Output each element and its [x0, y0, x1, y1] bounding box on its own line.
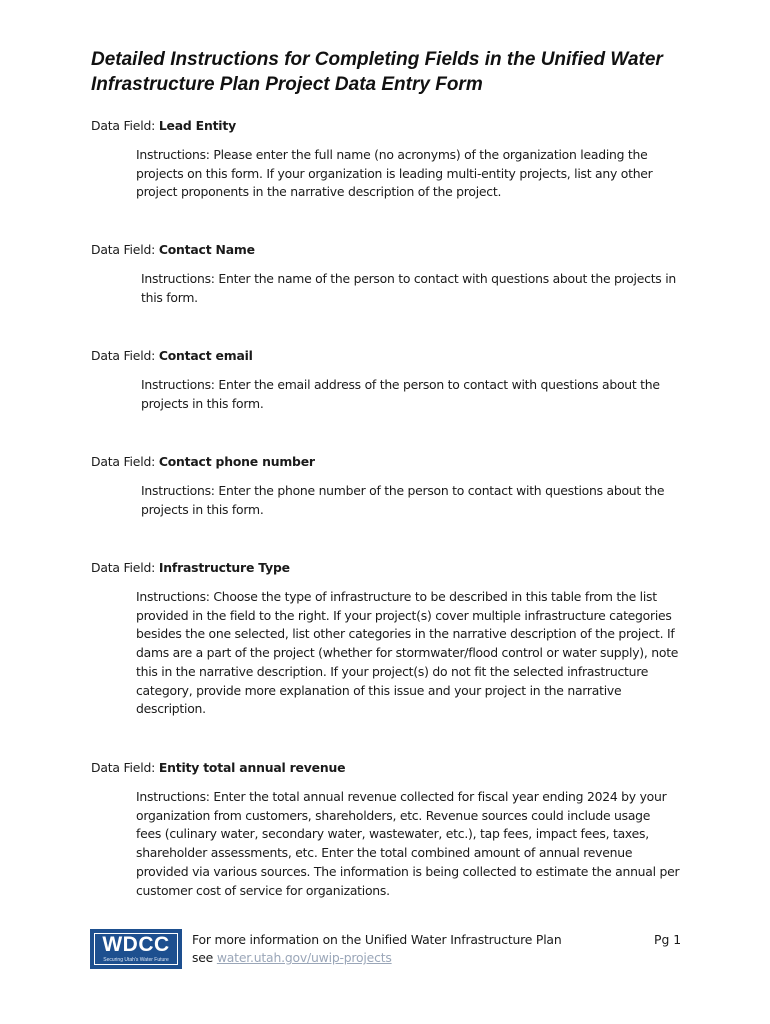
field-instructions: Instructions: Please enter the full name (no acronyms) of the organization leading the projects on this form. If your organization is leading multi-entity projects, list any other project proponents in the narrative description of the project.	[136, 147, 653, 200]
field-label: Data Field: Infrastructure Type	[91, 560, 290, 575]
field-label: Data Field: Contact phone number	[91, 454, 315, 469]
page-title	[91, 47, 711, 97]
field-entity-total-annual-revenue	[91, 760, 691, 900]
logo-wordmark: WDCC	[102, 933, 170, 956]
field-lead-entity	[91, 118, 691, 202]
field-instructions: Instructions: Enter the email address of the person to contact with questions about the projects in this form.	[141, 377, 660, 411]
footer-line-2-prefix: see	[192, 950, 217, 965]
page-number: Pg 1	[654, 932, 682, 947]
field-label: Data Field: Lead Entity	[91, 118, 236, 133]
field-label: Data Field: Contact Name	[91, 242, 255, 257]
field-name: Infrastructure Type	[158, 560, 290, 575]
footer-info	[192, 931, 561, 967]
uwip-projects-link[interactable]: water.utah.gov/uwip-projects	[216, 950, 392, 965]
field-contact-name	[91, 242, 691, 307]
field-infrastructure-type	[91, 560, 691, 719]
field-name: Contact email	[158, 348, 253, 363]
field-contact-phone	[91, 454, 691, 519]
field-name: Entity total annual revenue	[158, 760, 346, 775]
field-contact-email	[91, 348, 691, 413]
field-label: Data Field: Entity total annual revenue	[91, 760, 346, 775]
wdcc-logo	[90, 929, 182, 969]
field-name: Contact phone number	[158, 454, 315, 469]
field-instructions: Instructions: Enter the name of the person to contact with questions about the projects in this form.	[141, 271, 676, 305]
title-line: Infrastructure Plan Project Data Entry Form	[91, 74, 483, 95]
field-name: Lead Entity	[158, 118, 236, 133]
footer-line-1: For more information on the Unified Water Infrastructure Plan	[192, 932, 562, 947]
title-line: Detailed Instructions for Completing Fields in the Unified Water	[91, 49, 663, 70]
field-name: Contact Name	[158, 242, 255, 257]
logo-tagline: Securing Utah's Water Future	[103, 957, 169, 963]
field-instructions: Instructions: Enter the phone number of the person to contact with questions about the projects in this form.	[141, 483, 665, 517]
field-instructions: Instructions: Enter the total annual revenue collected for fiscal year ending 2024 by your organization from customers, shareholders, etc. Revenue sources could include usage fees (culinary water, secondary water, wastewater, etc.), tap fees, impact fees, taxes, shareholder assessments, etc. Enter the total combined amount of annual revenue provided via various sources. The information is being collected to estimate the annual per customer cost of service for organizations.	[136, 789, 680, 898]
field-label: Data Field: Contact email	[91, 348, 253, 363]
field-instructions: Instructions: Choose the type of infrastructure to be described in this table from the list provided in the field to the right. If your project(s) cover multiple infrastructure categories besides the one selected, list other categories in the narrative description of the project. If dams are a part of the project (whether for stormwater/flood control or water supply), note this in the narrative description. If your project(s) do not fit the selected infrastructure category, provide more explanation of this issue and your project in the narrative description.	[136, 589, 679, 717]
